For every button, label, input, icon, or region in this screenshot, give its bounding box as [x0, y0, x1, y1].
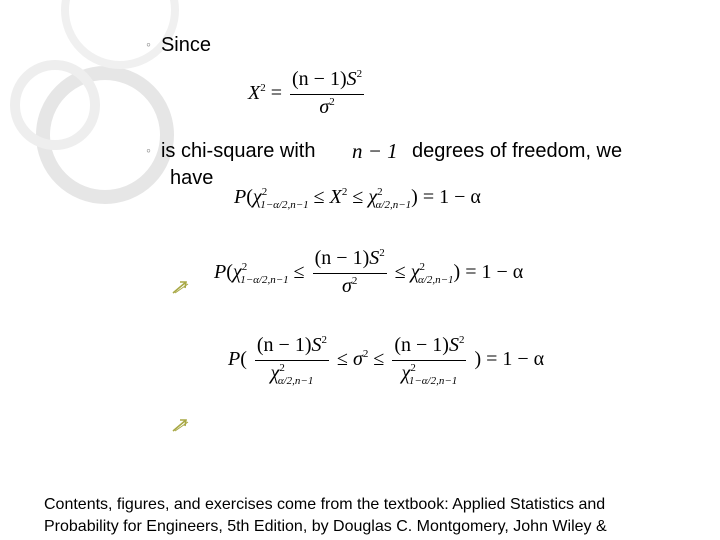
- fraction-n1s2-over-sigma2: $\frac{(n - 1)S^2}{\sigma^2}$: [314, 247, 385, 297]
- bullet-chi-square: [146, 139, 315, 164]
- have-text: have: [170, 167, 214, 189]
- arrow-bullet-icon: [171, 417, 191, 433]
- footer-citation: [44, 494, 720, 538]
- chi-square-suffix-text: degrees of freedom, we: [412, 140, 623, 162]
- fraction-lower-bound: $\frac{(n - 1)S^2}{\chi^2_{\alpha/2,n-1}}$: [256, 334, 327, 387]
- bullet-marker-icon: ◦: [146, 36, 151, 52]
- equation-confidence-interval-variance: P( $\frac{(n - 1)S^2}{\chi^2_{\alpha/2,n-1}}$ ≤ $\sigma^2$ ≤ $\frac{(n - 1)S^2}{\chi^2_{1-\alpha/2,n-1}}$ ) = 1 − α: [228, 334, 545, 387]
- chi-square-prefix-text: is chi-square with: [160, 140, 316, 162]
- arrow-bullet-icon: [171, 279, 191, 295]
- decorative-rings: [0, 0, 260, 260]
- equation-chi-square-statistic: $X^2$ = $\frac{(n - 1)S^2}{\sigma^2}$: [248, 68, 367, 121]
- fraction-upper-bound: $\frac{(n - 1)S^2}{\chi^2_{1-\alpha/2,n-1}}$: [394, 334, 465, 387]
- equation-probability-chi-bounds: $P(\chi^2_{1-\alpha/2,n-1} \le X^2 \le \chi^2_{\alpha/2,n-1}) = 1 - \alpha$: [234, 186, 481, 211]
- equation-probability-ratio: $P(\chi^2_{1-\alpha/2,n-1}$ ≤ $\frac{(n - 1)S^2}{\sigma^2}$ ≤ $\chi^2_{\alpha/2,n-1}) = 1 - \alpha$: [214, 247, 523, 300]
- footer-line-2: Probability for Engineers, 5th Edition, by Douglas C. Montgomery, John Wiley &: [44, 518, 607, 535]
- since-text: Since: [160, 34, 211, 56]
- bullet-since: [146, 33, 211, 58]
- n-minus-1-inline: n − 1: [352, 139, 398, 163]
- footer-line-1: Contents, figures, and exercises come from the textbook: Applied Statistics and: [44, 496, 606, 513]
- fraction-n1s2-over-sigma2: $\frac{(n - 1)S^2}{\sigma^2}$: [292, 68, 363, 118]
- bullet-marker-icon: ◦: [146, 142, 151, 158]
